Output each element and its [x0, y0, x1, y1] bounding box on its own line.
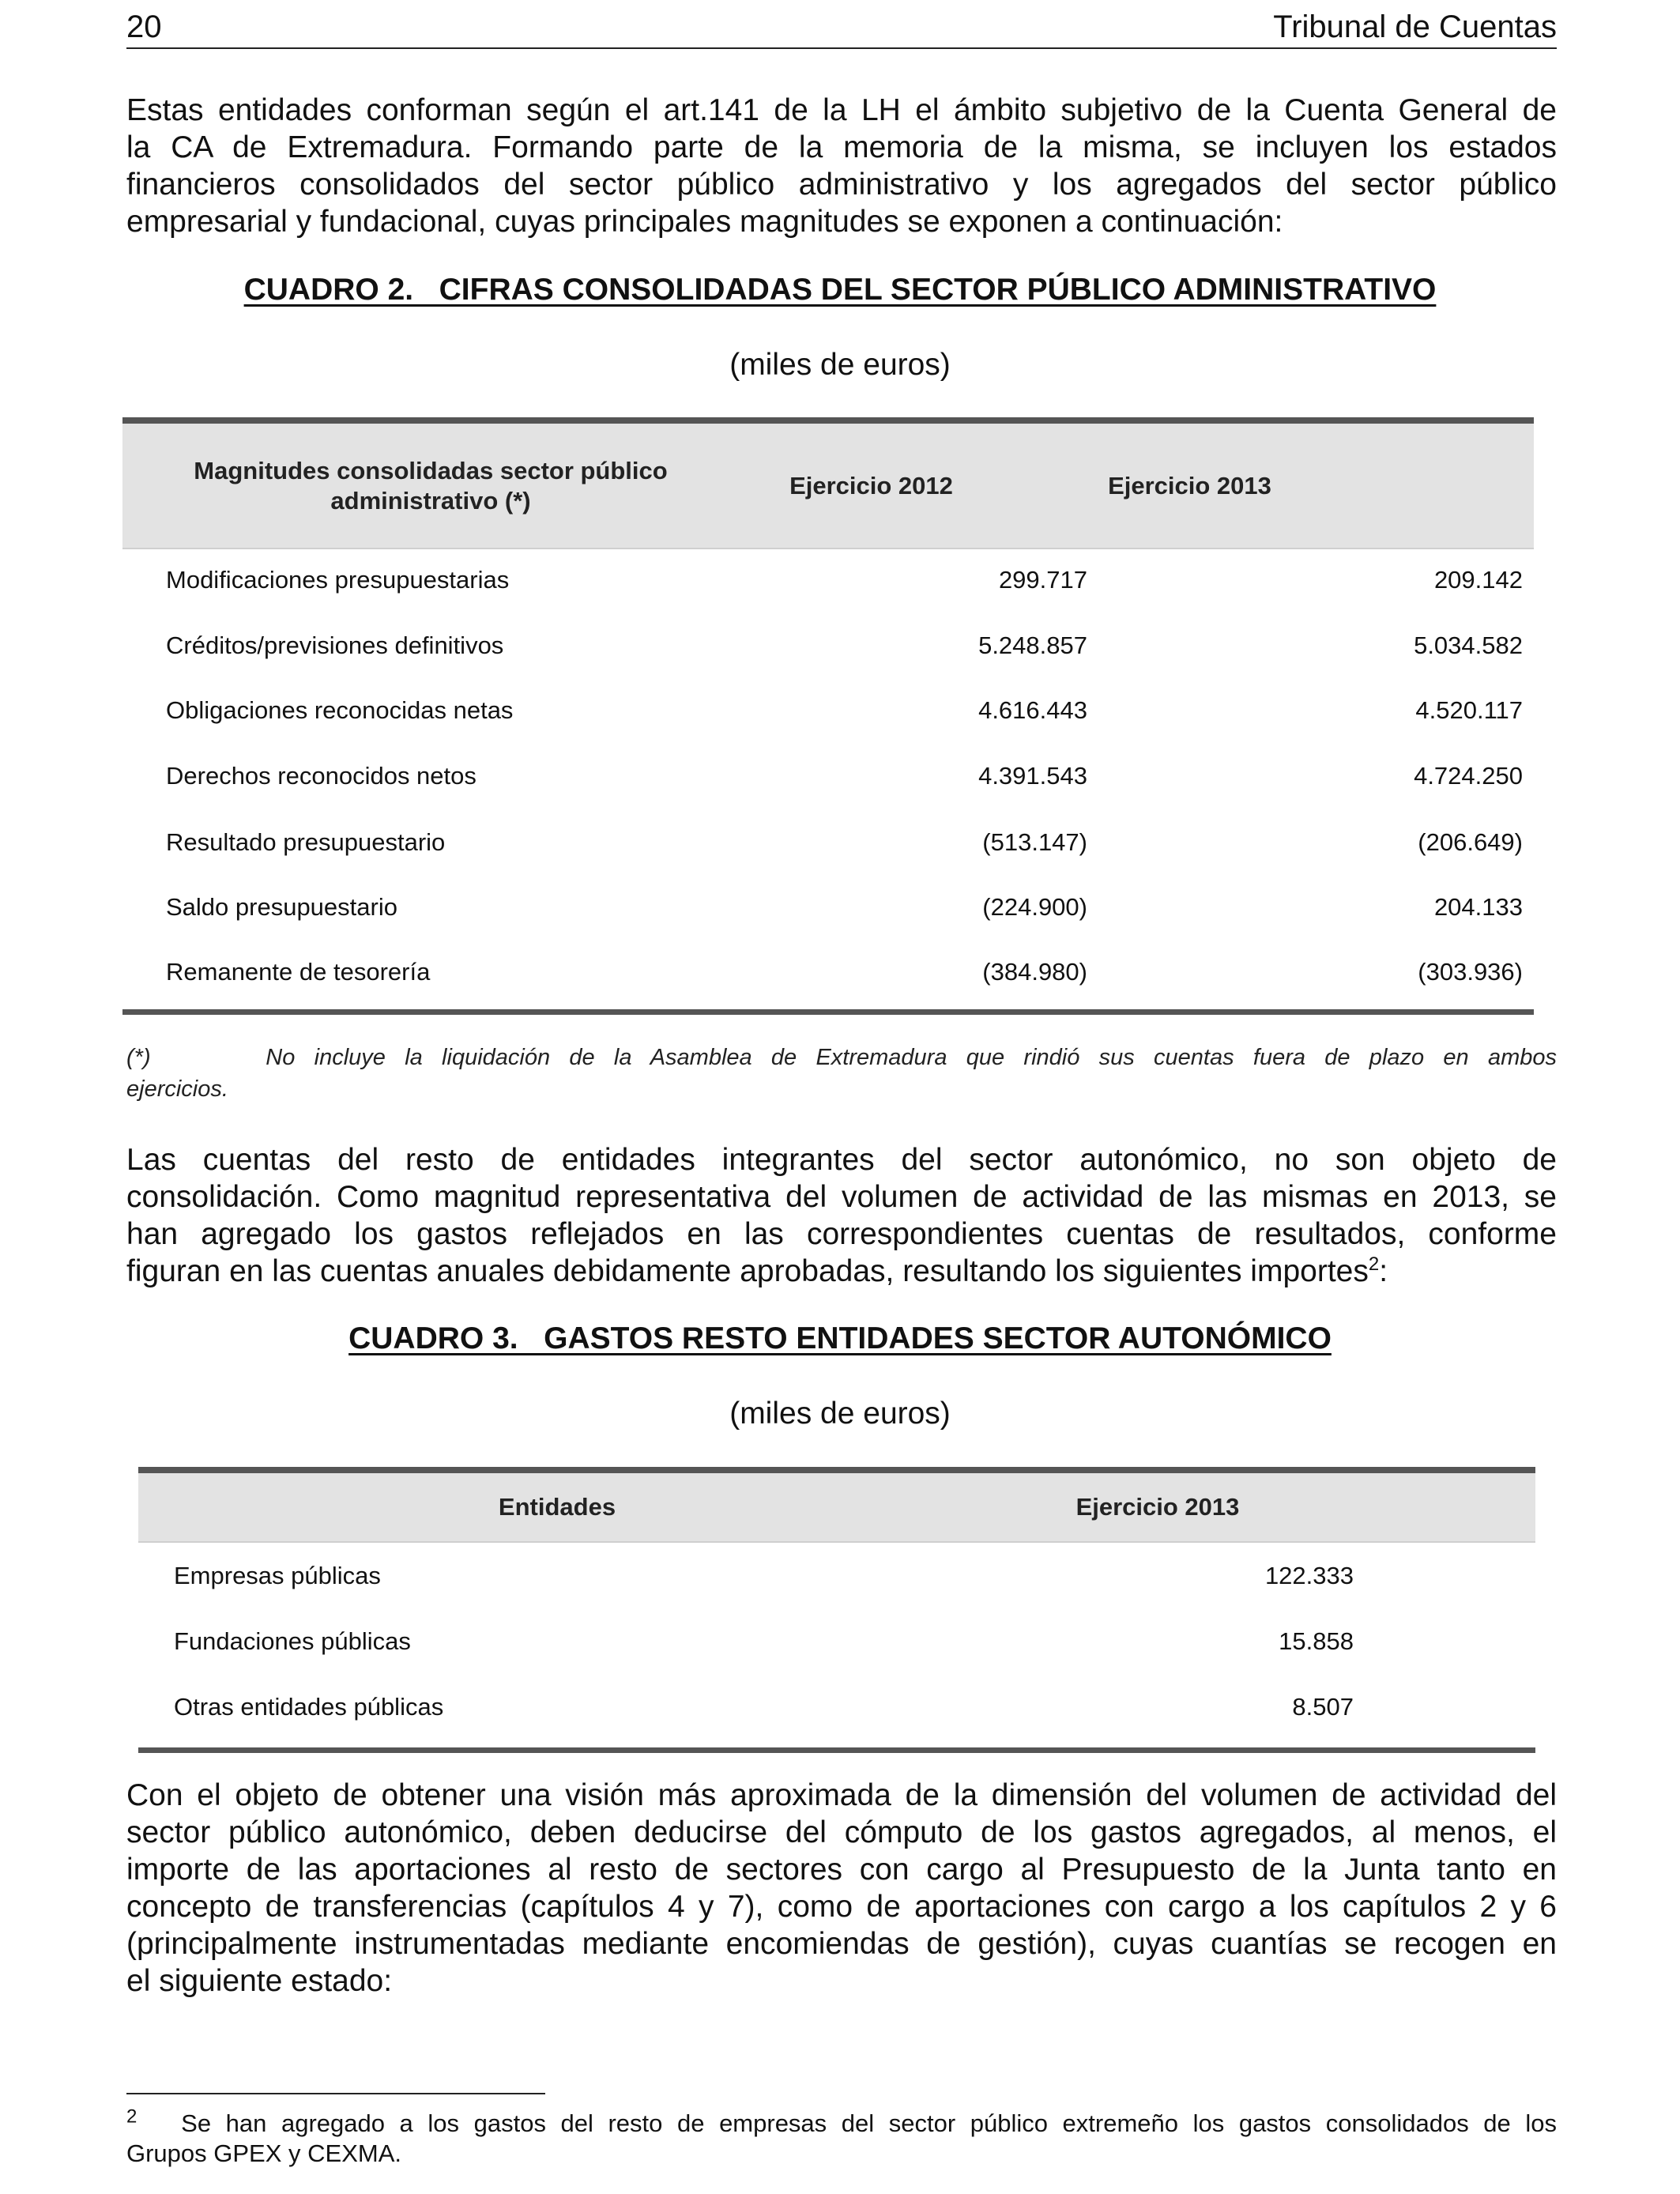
paragraph-line: el siguiente estado:: [126, 1964, 393, 1998]
note-text: No incluye la liquidación de la Asamblea de Extremadura que rindió sus cuentas fuera de plazo en ambos: [266, 1045, 1557, 1070]
row-label: Otras entidades públicas: [174, 1693, 444, 1721]
paragraph-line: (principalmente instrumentadas mediante encomiendas de gestión), cuyas cuantías se recogen en: [126, 1927, 1557, 1961]
footnote: [126, 2105, 1558, 2169]
row-label: Obligaciones reconocidas netas: [166, 696, 514, 724]
footnote-line: Grupos GPEX y CEXMA.: [126, 2139, 401, 2167]
footnote-divider: [126, 2093, 545, 2094]
value-2013: 204.133: [1433, 893, 1523, 921]
value-2013: 4.724.250: [1414, 762, 1523, 790]
paragraph-line: empresarial y fundacional, cuyas principales magnitudes se exponen a continuación:: [126, 205, 1283, 239]
value-2013: 4.520.117: [1415, 696, 1523, 724]
value-2012: 299.717: [998, 566, 1087, 594]
paragraph-line: la CA de Extremadura. Formando parte de la memoria de la misma, se incluyen los estados: [126, 130, 1557, 164]
value-2013: (303.936): [1418, 958, 1523, 986]
note-marker: (*): [126, 1045, 151, 1070]
table2-header-2013: Ejercicio 2013: [1108, 471, 1271, 499]
value-2013: (206.649): [1418, 828, 1523, 856]
table2-note: [126, 1042, 1557, 1105]
table3: [138, 1467, 1535, 1753]
paragraph-line: concepto de transferencias (capítulos 4 y 7), como de aportaciones con cargo a los capítulos 2 y 6: [126, 1890, 1557, 1924]
paragraph-line: consolidación. Como magnitud representativa del volumen de actividad de las mismas en 2013, se: [126, 1180, 1557, 1214]
table3-title-text: CUADRO 3. GASTOS RESTO ENTIDADES SECTOR AUTONÓMICO: [348, 1321, 1332, 1355]
table2-title-text: CUADRO 2. CIFRAS CONSOLIDADAS DEL SECTOR PÚBLICO ADMINISTRATIVO: [243, 273, 1437, 307]
middle-paragraph: [126, 1141, 1557, 1290]
value-2013: 122.333: [1264, 1562, 1354, 1589]
header-title: Tribunal de Cuentas: [1273, 9, 1557, 44]
table2: [122, 417, 1534, 1015]
paragraph-line: [126, 1253, 1557, 1290]
row-label: Saldo presupuestario: [166, 893, 397, 921]
paragraph-trailing: :: [1379, 1254, 1388, 1288]
value-2013: 15.858: [1279, 1627, 1354, 1655]
footnote-reference[interactable]: 2: [1368, 1253, 1380, 1275]
paragraph-line: Con el objeto de obtener una visión más aproximada de la dimensión del volumen de actividad del: [126, 1778, 1557, 1812]
footnote-number: 2: [126, 2105, 137, 2128]
note-line: ejercicios.: [126, 1076, 228, 1102]
table3-title: [0, 1321, 1680, 1356]
value-2013: 5.034.582: [1414, 631, 1523, 659]
row-label: Fundaciones públicas: [174, 1627, 411, 1655]
paragraph-line: Las cuentas del resto de entidades integrantes del sector autonómico, no son objeto de: [126, 1143, 1557, 1177]
intro-paragraph: [126, 92, 1557, 240]
closing-paragraph: [126, 1777, 1557, 2000]
value-2012: 4.391.543: [978, 762, 1087, 790]
footnote-line: [126, 2105, 1558, 2139]
value-2012: 5.248.857: [978, 631, 1087, 659]
table2-units: (miles de euros): [729, 348, 951, 382]
paragraph-line: importe de las aportaciones al resto de sectores con cargo al Presupuesto de la Junta tanto en: [126, 1853, 1557, 1887]
footnote-text: Se han agregado a los gastos del resto de empresas del sector público extremeño los gastos consolidados de los: [181, 2109, 1558, 2137]
row-label: Créditos/previsiones definitivos: [166, 631, 504, 659]
row-label: Derechos reconocidos netos: [166, 762, 477, 790]
table3-units: (miles de euros): [729, 1397, 951, 1431]
row-label: Empresas públicas: [174, 1562, 381, 1589]
table3-header-entities: Entidades: [498, 1493, 616, 1521]
paragraph-line: financieros consolidados del sector público administrativo y los agregados del sector público: [126, 168, 1557, 202]
paragraph-line: han agregado los gastos reflejados en las correspondientes cuentas de resultados, conforme: [126, 1217, 1557, 1251]
value-2013: 209.142: [1433, 566, 1523, 594]
page-number: 20: [126, 9, 162, 44]
value-2012: (513.147): [982, 828, 1087, 856]
value-2013: 8.507: [1292, 1693, 1354, 1721]
row-label: Resultado presupuestario: [166, 828, 446, 856]
paragraph-line: sector público autonómico, deben deducirse del cómputo de los gastos agregados, al menos, el: [126, 1815, 1557, 1849]
paragraph-line: Estas entidades conforman según el art.141 de la LH el ámbito subjetivo de la Cuenta General de: [126, 93, 1557, 127]
row-label: Remanente de tesorería: [166, 958, 431, 986]
table3-header-row: [138, 1473, 1535, 1543]
table2-header-2012: Ejercicio 2012: [789, 471, 953, 499]
table2-title: [0, 273, 1680, 307]
value-2012: (224.900): [982, 893, 1087, 921]
table2-header-magnitude: Magnitudes consolidadas sector público administrativo (*): [194, 456, 668, 515]
value-2012: (384.980): [982, 958, 1087, 986]
paragraph-text: figuran en las cuentas anuales debidamente aprobadas, resultando los siguientes importes: [126, 1254, 1369, 1288]
page-header: [126, 8, 1557, 49]
table2-header-row: [122, 424, 1534, 549]
row-label: Modificaciones presupuestarias: [166, 566, 510, 594]
table3-header-2013: Ejercicio 2013: [1075, 1493, 1240, 1521]
value-2012: 4.616.443: [978, 696, 1087, 724]
note-line: [126, 1042, 1557, 1073]
